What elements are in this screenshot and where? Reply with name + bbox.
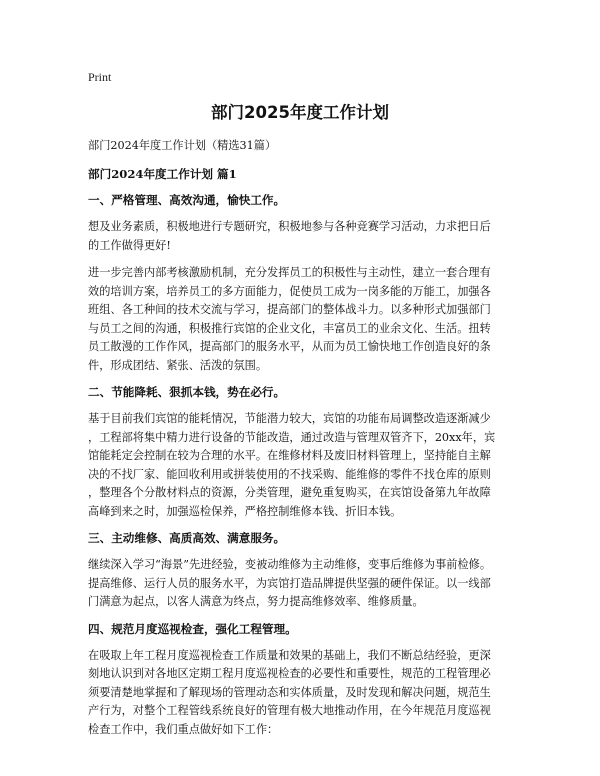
text-line: 班组、各工种间的技术交流与学习，提高部门的整体战斗力。以多种形式加强部门: [88, 303, 491, 316]
text-line: 效的培训方案，培养员工的多方面能力，促使员工成为一岗多能的万能工，加强各: [88, 284, 491, 298]
print-label: Print: [88, 70, 112, 84]
document-title: 部门2025年度工作计划: [211, 103, 389, 122]
section-2-paragraph-1: [88, 410, 512, 521]
text-line: 件，形成团结、紧张、活泼的氛围。: [88, 358, 268, 372]
part-heading: 部门2024年度工作计划 篇1: [88, 167, 237, 181]
text-line: 馆能耗定会控制在较为合理的水平。在维修材料及废旧材料管理上，坚持能自主解: [88, 449, 491, 462]
text-line: 产行为，对整个工程管线系统良好的管理有极大地推动作用，在今年规范月度巡视: [88, 704, 491, 717]
text-line: ，整理各个分散材料点的资源，分类管理，避免重复购买，在宾馆设备第九年故障: [88, 486, 491, 499]
text-line: 的工作做得更好!: [88, 238, 171, 252]
text-line: 进一步完善内部考核激励机制，充分发挥员工的积极性与主动性，建立一套合理有: [88, 266, 491, 279]
section-heading-2: 二、节能降耗、狠抓本钱，势在必行。: [88, 385, 286, 399]
text-line: 决的不找厂家、能回收利用或拼装使用的不找采购、能维修的零件不找仓库的原则: [88, 467, 491, 481]
section-4-paragraph-1: [88, 647, 512, 740]
text-line: 刻地认识到对各地区定期工程月度巡视检查的必要性和重要性，规范的工程管理必: [88, 667, 491, 680]
text-line: 门满意为起点，以客人满意为终点，努力提高维修效率、维修质量。: [88, 595, 424, 608]
text-line: 检查工作中，我们重点做好如下工作：: [88, 722, 279, 736]
section-3-paragraph-1: [88, 556, 512, 612]
text-line: 员工散漫的工作作风，提高部门的服务水平，从而为员工愉快地工作创造良好的条: [88, 340, 491, 353]
text-line: 高峰到来之时，加强巡检保养，严格控制维修本钱、折旧本钱。: [88, 504, 402, 518]
text-line: 与员工之间的沟通，积极推行宾馆的企业文化，丰富员工的业余文化、生活。扭转: [88, 321, 491, 335]
section-1-paragraph-2: [88, 264, 512, 375]
text-line: 在吸取上年工程月度巡视检查工作质量和效果的基础上，我们不断总结经验，更深: [88, 648, 491, 662]
text-line: 基于目前我们宾馆的能耗情况，节能潜力较大，宾馆的功能布局调整改造逐渐减少: [88, 412, 491, 425]
text-line: 继续深入学习“海景”先进经验，变被动维修为主动维修，变事后维修为事前检修。: [88, 558, 492, 571]
document-subtitle: 部门2024年度工作计划（精选31篇）: [88, 139, 277, 152]
section-heading-4: 四、规范月度巡视检查，强化工程管理。: [88, 621, 297, 636]
text-line: 提高维修、运行人员的服务水平，为宾馆打造品牌提供坚强的硬件保证。以一线部: [88, 576, 491, 590]
text-line: 须要清楚地掌握和了解现场的管理动态和实体质量，及时发现和解决问题，规范生: [88, 685, 491, 699]
text-line: ，工程部将集中精力进行设备的节能改造，通过改造与管理双管齐下，20xx年，宾: [88, 430, 496, 444]
section-heading-1: 一、严格管理、高效沟通，愉快工作。: [88, 193, 286, 207]
text-line: 想及业务素质，积极地进行专题研究，积极地参与各种竞赛学习活动，力求把日后: [88, 220, 491, 233]
section-heading-3: 三、主动维修、高质高效、满意服务。: [88, 531, 286, 545]
section-1-paragraph-1: [88, 218, 512, 255]
